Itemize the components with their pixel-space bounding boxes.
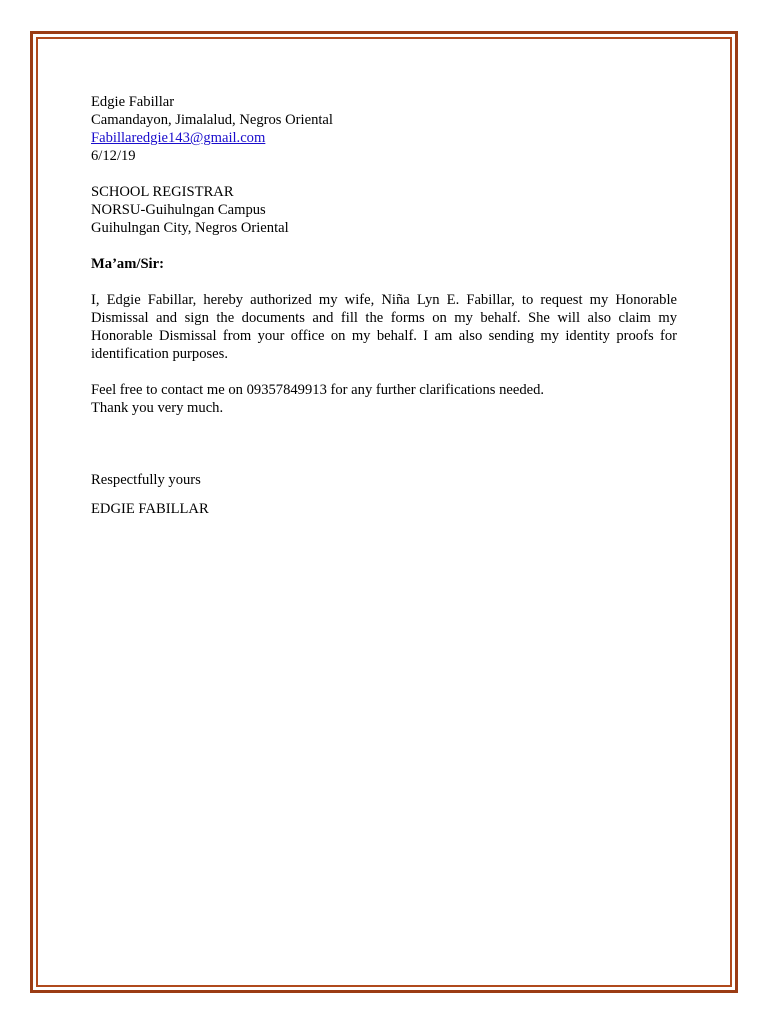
spacer — [91, 165, 677, 183]
recipient-institution: NORSU-Guihulngan Campus — [91, 202, 266, 218]
spacer — [91, 435, 677, 453]
salutation: Ma’am/Sir: — [91, 256, 164, 272]
spacer — [91, 489, 677, 500]
letter-date: 6/12/19 — [91, 148, 136, 164]
contact-line: Feel free to contact me on 09357849913 for any further clarifications needed. — [91, 382, 545, 398]
body-paragraph: I, Edgie Fabillar, hereby authorized my wife, Niña Lyn E. Fabillar, to request my Honorable Dismissal and sign the documents and fill the forms on my behalf. She will also claim my Honorable Dismissal from your office on my behalf. I am also sending my identity proofs for identification purposes. — [91, 292, 677, 362]
spacer — [91, 453, 677, 471]
recipient-location: Guihulngan City, Negros Oriental — [91, 220, 289, 236]
thanks-line: Thank you very much. — [91, 400, 224, 416]
letter-content — [91, 93, 677, 518]
sender-email-line — [91, 129, 677, 147]
recipient-title: SCHOOL REGISTRAR — [91, 184, 234, 200]
closing: Respectfully yours — [91, 472, 201, 488]
sender-address: Camandayon, Jimalalud, Negros Oriental — [91, 112, 333, 128]
spacer — [91, 363, 677, 381]
signature-name: EDGIE FABILLAR — [91, 501, 209, 517]
spacer — [91, 417, 677, 435]
spacer — [91, 237, 677, 255]
sender-name: Edgie Fabillar — [91, 94, 175, 110]
sender-email-link[interactable]: Fabillaredgie143@gmail.com — [91, 130, 266, 146]
spacer — [91, 273, 677, 291]
